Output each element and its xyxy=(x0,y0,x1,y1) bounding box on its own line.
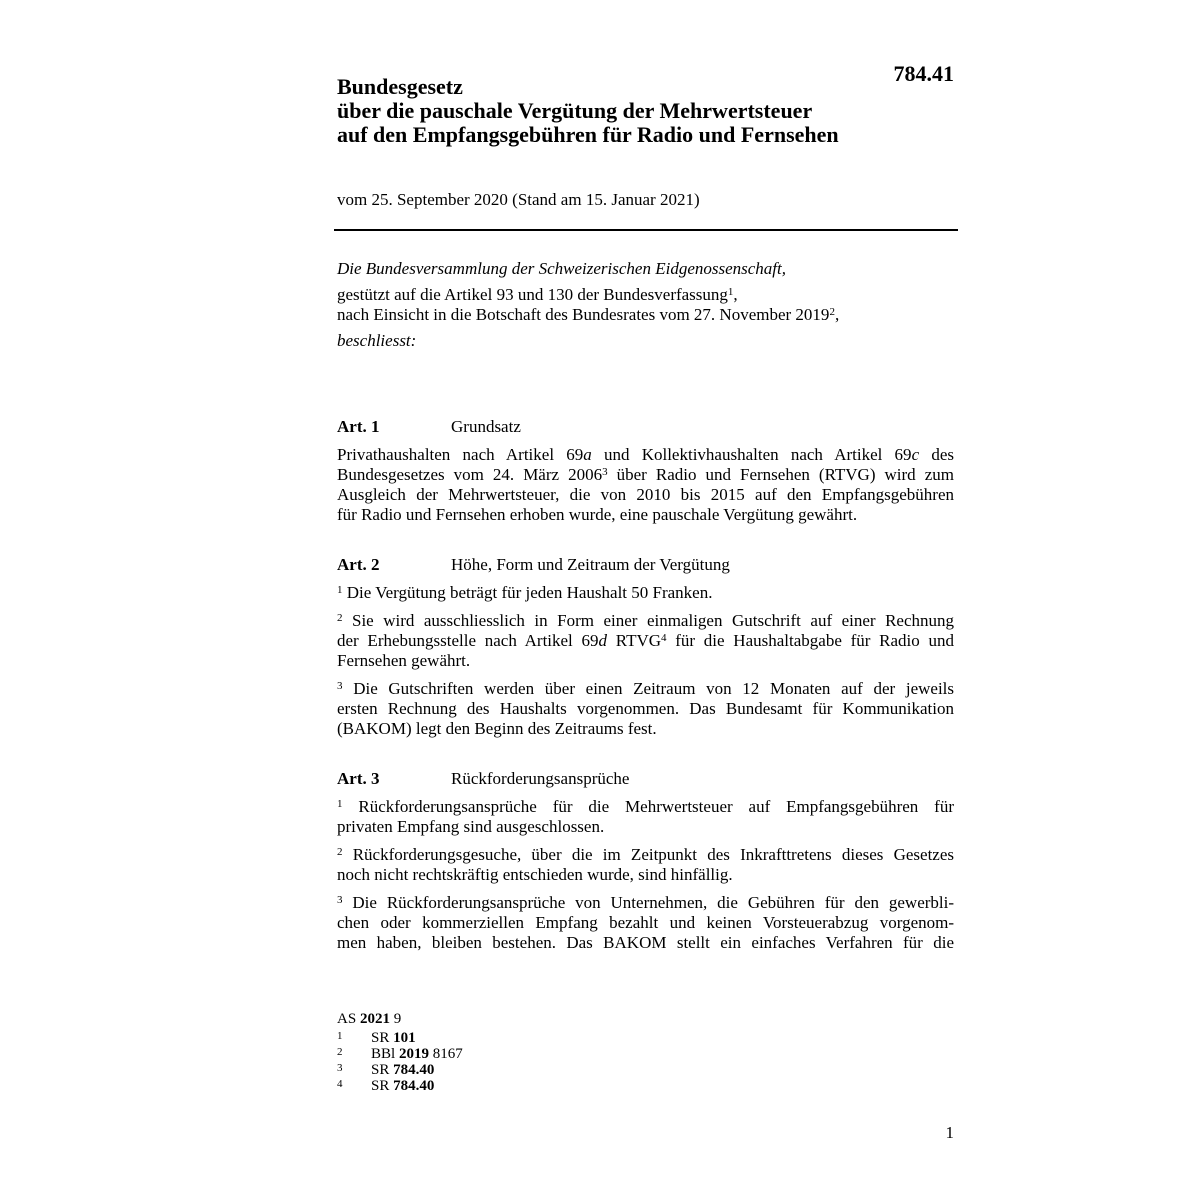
footnote-number: 3 xyxy=(337,1062,343,1074)
law-title xyxy=(337,75,937,147)
article-number: Art. 2 xyxy=(337,555,380,574)
preamble-message: nach Einsicht in die Botschaft des Bundesrates vom 27. November 2019$^2$, xyxy=(337,305,840,324)
footnote-number: 4 xyxy=(337,1078,343,1090)
preamble-basis: gestützt auf die Artikel 93 und 130 der Bundesverfassung$^1$, xyxy=(337,285,738,304)
footnote-number: 2 xyxy=(337,1046,343,1058)
paragraph-number: 2 xyxy=(337,612,343,624)
paragraph-number: 3 xyxy=(337,680,343,692)
article-paragraph: $^3$ Die Rückforderungsansprüche von Unternehmen, die Gebühren für den gewerbli- chen oder kommerziellen Empfang bezahlt und keinen Vorsteuerabzug vorgenom- men haben, bleiben bestehen. Das BAKOM stellt ein einfaches Verfahren für die xyxy=(337,893,955,952)
date-line: vom 25. September 2020 (Stand am 15. Januar 2021) xyxy=(337,190,700,209)
article-heading xyxy=(337,555,954,575)
article-paragraph: $^3$ Die Gutschriften werden über einen Zeitraum von 12 Monaten auf der jeweils ersten Rechnung des Haushalts vorgenommen. Das Bundesamt für Kommunikation (BAKOM) legt den Beginn des Zeitraums fest. xyxy=(337,679,955,738)
article-paragraph: Privathaushalten nach Artikel 69a und Kollektivhaushalten nach Artikel 69c des Bundesgesetzes vom 24. März 2006$^3$ über Radio und Fernsehen (RTVG) wird zum Ausgleich der Mehrwertsteuer, die von 2010 bis 2015 auf den Empfangsgebühren für Radio und Fernsehen erhoben wurde, eine pauschale Vergütung gewährt. xyxy=(337,445,954,524)
article-paragraph: $^2$ Rückforderungsgesuche, über die im Zeitpunkt des Inkrafttretens dieses Gesetzes noch nicht rechtskräftig entschieden wurde, sind hinfällig. xyxy=(337,845,954,884)
footnote-text: SR 784.40 xyxy=(371,1062,435,1078)
preamble-legislator: Die Bundesversammlung der Schweizerischen Eidgenossenschaft, xyxy=(337,259,786,278)
article-2 xyxy=(337,555,954,739)
article-heading xyxy=(337,769,954,789)
footnote xyxy=(337,1078,737,1094)
article-number: Art. 1 xyxy=(337,417,380,436)
footnote-ref[interactable]: 3 xyxy=(602,466,608,478)
footnote-text: BBl 2019 8167 xyxy=(371,1046,463,1062)
article-number: Art. 3 xyxy=(337,769,380,788)
article-paragraph: $^2$ Sie wird ausschliesslich in Form einer einmaligen Gutschrift auf einer Rechnung der Erhebungsstelle nach Artikel 69d RTVG$^4$ für die Haushaltabgabe für Radio und Fernsehen gewährt. xyxy=(337,611,954,670)
page-number: 1 xyxy=(945,1123,954,1142)
footnotes xyxy=(337,1011,737,1094)
paragraph-number: 1 xyxy=(337,798,343,810)
preamble xyxy=(337,259,957,351)
article-paragraph: $^1$ Die Vergütung beträgt für jeden Haushalt 50 Franken. xyxy=(337,583,713,602)
footnote-ref[interactable]: 2 xyxy=(829,306,835,318)
footnote xyxy=(337,1030,737,1046)
footnote-text: SR 101 xyxy=(371,1030,416,1046)
article-heading xyxy=(337,417,954,437)
official-compilation-ref: AS 2021 9 xyxy=(337,1011,402,1027)
footnote xyxy=(337,1062,737,1078)
preamble-enacting: beschliesst: xyxy=(337,331,417,350)
footnote-ref[interactable]: 4 xyxy=(661,632,667,644)
paragraph-number: 3 xyxy=(337,894,343,906)
article-title: Rückforderungsansprüche xyxy=(451,769,630,788)
title-line: Bundesgesetz xyxy=(337,74,463,99)
footnote xyxy=(337,1046,737,1062)
article-title: Grundsatz xyxy=(451,417,521,436)
title-line: auf den Empfangsgebühren für Radio und Fernsehen xyxy=(337,122,839,147)
header-divider xyxy=(334,229,958,231)
article-1 xyxy=(337,417,954,525)
footnote-ref[interactable]: 1 xyxy=(727,286,734,298)
paragraph-number: 1 xyxy=(337,584,343,596)
footnote-number: 1 xyxy=(337,1030,343,1042)
sr-number: 784.41 xyxy=(893,61,954,86)
title-line: über die pauschale Vergütung der Mehrwertsteuer xyxy=(337,98,813,123)
article-title: Höhe, Form und Zeitraum der Vergütung xyxy=(451,555,730,574)
article-3 xyxy=(337,769,954,953)
paragraph-number: 2 xyxy=(337,846,343,858)
article-paragraph: $^1$ Rückforderungsansprüche für die Mehrwertsteuer auf Empfangsgebühren für privaten Empfang sind ausgeschlossen. xyxy=(337,797,954,836)
footnote-text: SR 784.40 xyxy=(371,1078,435,1094)
